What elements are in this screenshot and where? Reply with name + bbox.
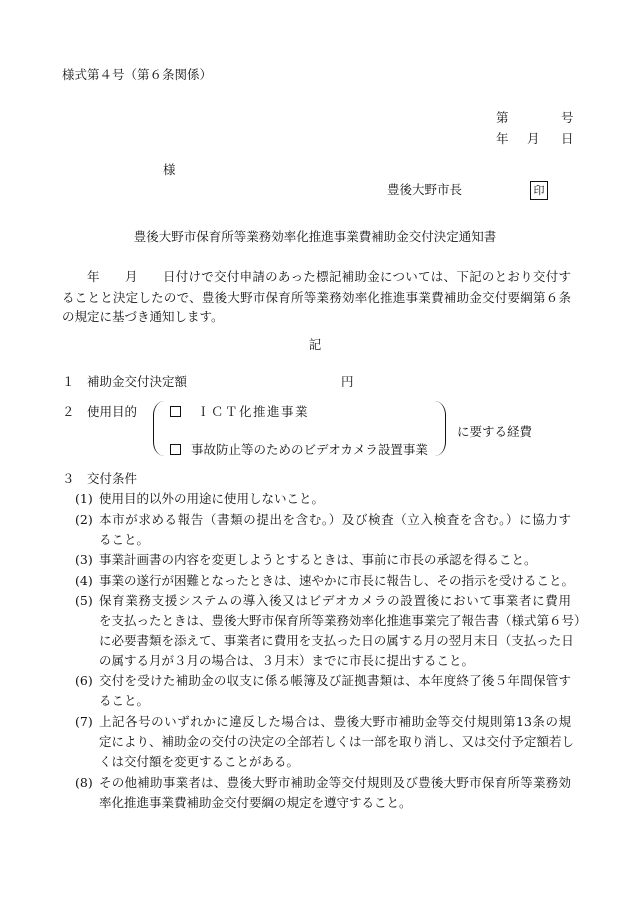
condition-text-line: 使用目的以外の用途に使用しないこと。 [99,491,325,506]
issuer-name: 豊後大野市長 [387,182,463,197]
condition-number: (6) [75,673,93,688]
intro-line-2: ることと決定したので、豊後大野市保育所等業務効率化推進事業費補助金交付要綱第６条 [62,290,571,305]
form-number: 様式第４号（第６条関係） [62,67,213,82]
item1-unit: 円 [341,374,354,389]
item2-suffix: に要する経費 [457,424,533,439]
condition-text-line: 本市が求める報告（書類の提出を含む。）及び検査（立入検査を含む。）に協力す [99,512,571,527]
ki-heading: 記 [308,337,322,352]
condition-text-line: 上記各号のいずれかに違反した場合は、豊後大野市補助金等交付規則第13条の規 [99,714,571,729]
condition-text-line: くは交付額を変更することがある。 [99,754,300,769]
intro-year: 年 [87,269,100,284]
item1-number: １ [62,374,75,389]
condition-text-line: その他補助事業者は、豊後大野市補助金等交付規則及び豊後大野市保育所等業務効 [99,775,571,790]
purpose-option-camera [170,442,428,458]
condition-number: (2) [75,512,93,527]
purpose-option-camera-label: 事故防止等のためのビデオカメラ設置事業 [191,442,428,457]
checkbox-icon [170,406,181,417]
condition-text-line: を支払ったときは、豊後大野市保育所等業務効率化推進事業完了報告書（様式第６号） [99,613,587,628]
condition-text-line: に必要書類を添えて、事業者に費用を支払った日の属する月の翌月末日（支払った日 [99,633,574,648]
purpose-option-ict-label: ＩＣＴ化推進事業 [197,404,310,419]
seal-mark: 印 [530,181,548,200]
condition-number: (8) [75,775,93,790]
item2-number: ２ [62,404,75,419]
purpose-option-ict [170,404,309,420]
condition-number: (3) [75,552,93,567]
right-brace [431,401,446,456]
intro-month: 月 [125,269,138,284]
condition-text-line: 交付を受けた補助金の収支に係る帳簿及び証拠書類は、本年度終了後５年間保管す [99,673,571,688]
item3-number: ３ [62,471,75,486]
condition-text-line: 率化推進事業費補助金交付要綱の規定を遵守すること。 [99,795,412,810]
checkbox-icon [170,444,181,455]
intro-line-3: の規定に基づき通知します。 [62,309,224,324]
intro-line-1: 日付けで交付申請のあった標記補助金については、下記のとおり交付す [163,269,571,284]
condition-number: (1) [75,491,93,506]
item1-label: 補助金交付決定額 [87,374,188,389]
document-title: 豊後大野市保育所等業務効率化推進事業費補助金交付決定通知書 [133,229,497,244]
condition-number: (7) [75,714,93,729]
date-day: 日 [561,131,574,146]
item3-label: 交付条件 [87,471,138,486]
condition-text-line: 保育業務支援システムの導入後又はビデオカメラの設置後において事業者に費用 [99,593,571,608]
date-year: 年 [496,131,509,146]
addressee-suffix: 様 [163,162,176,177]
condition-number: (5) [75,593,93,608]
doc-number-suffix: 号 [561,110,574,125]
condition-text-line: の属する月が３月の場合は、３月末）までに市長に提出すること。 [99,653,475,668]
condition-text-line: ること。 [99,693,150,708]
date-month: 月 [527,131,540,146]
doc-number-prefix: 第 [496,110,509,125]
left-brace [153,401,168,456]
condition-text-line: ること。 [99,532,150,547]
item2-label: 使用目的 [87,404,138,419]
condition-text-line: 事業計画書の内容を変更しようとするときは、事前に市長の承認を得ること。 [99,552,537,567]
condition-number: (4) [75,573,93,588]
condition-text-line: 定により、補助金の交付の決定の全部若しくは一部を取り消し、又は交付予定額若し [99,734,575,749]
condition-text-line: 事業の遂行が困難となったときは、速やかに市長に報告し、その指示を受けること。 [99,573,575,588]
